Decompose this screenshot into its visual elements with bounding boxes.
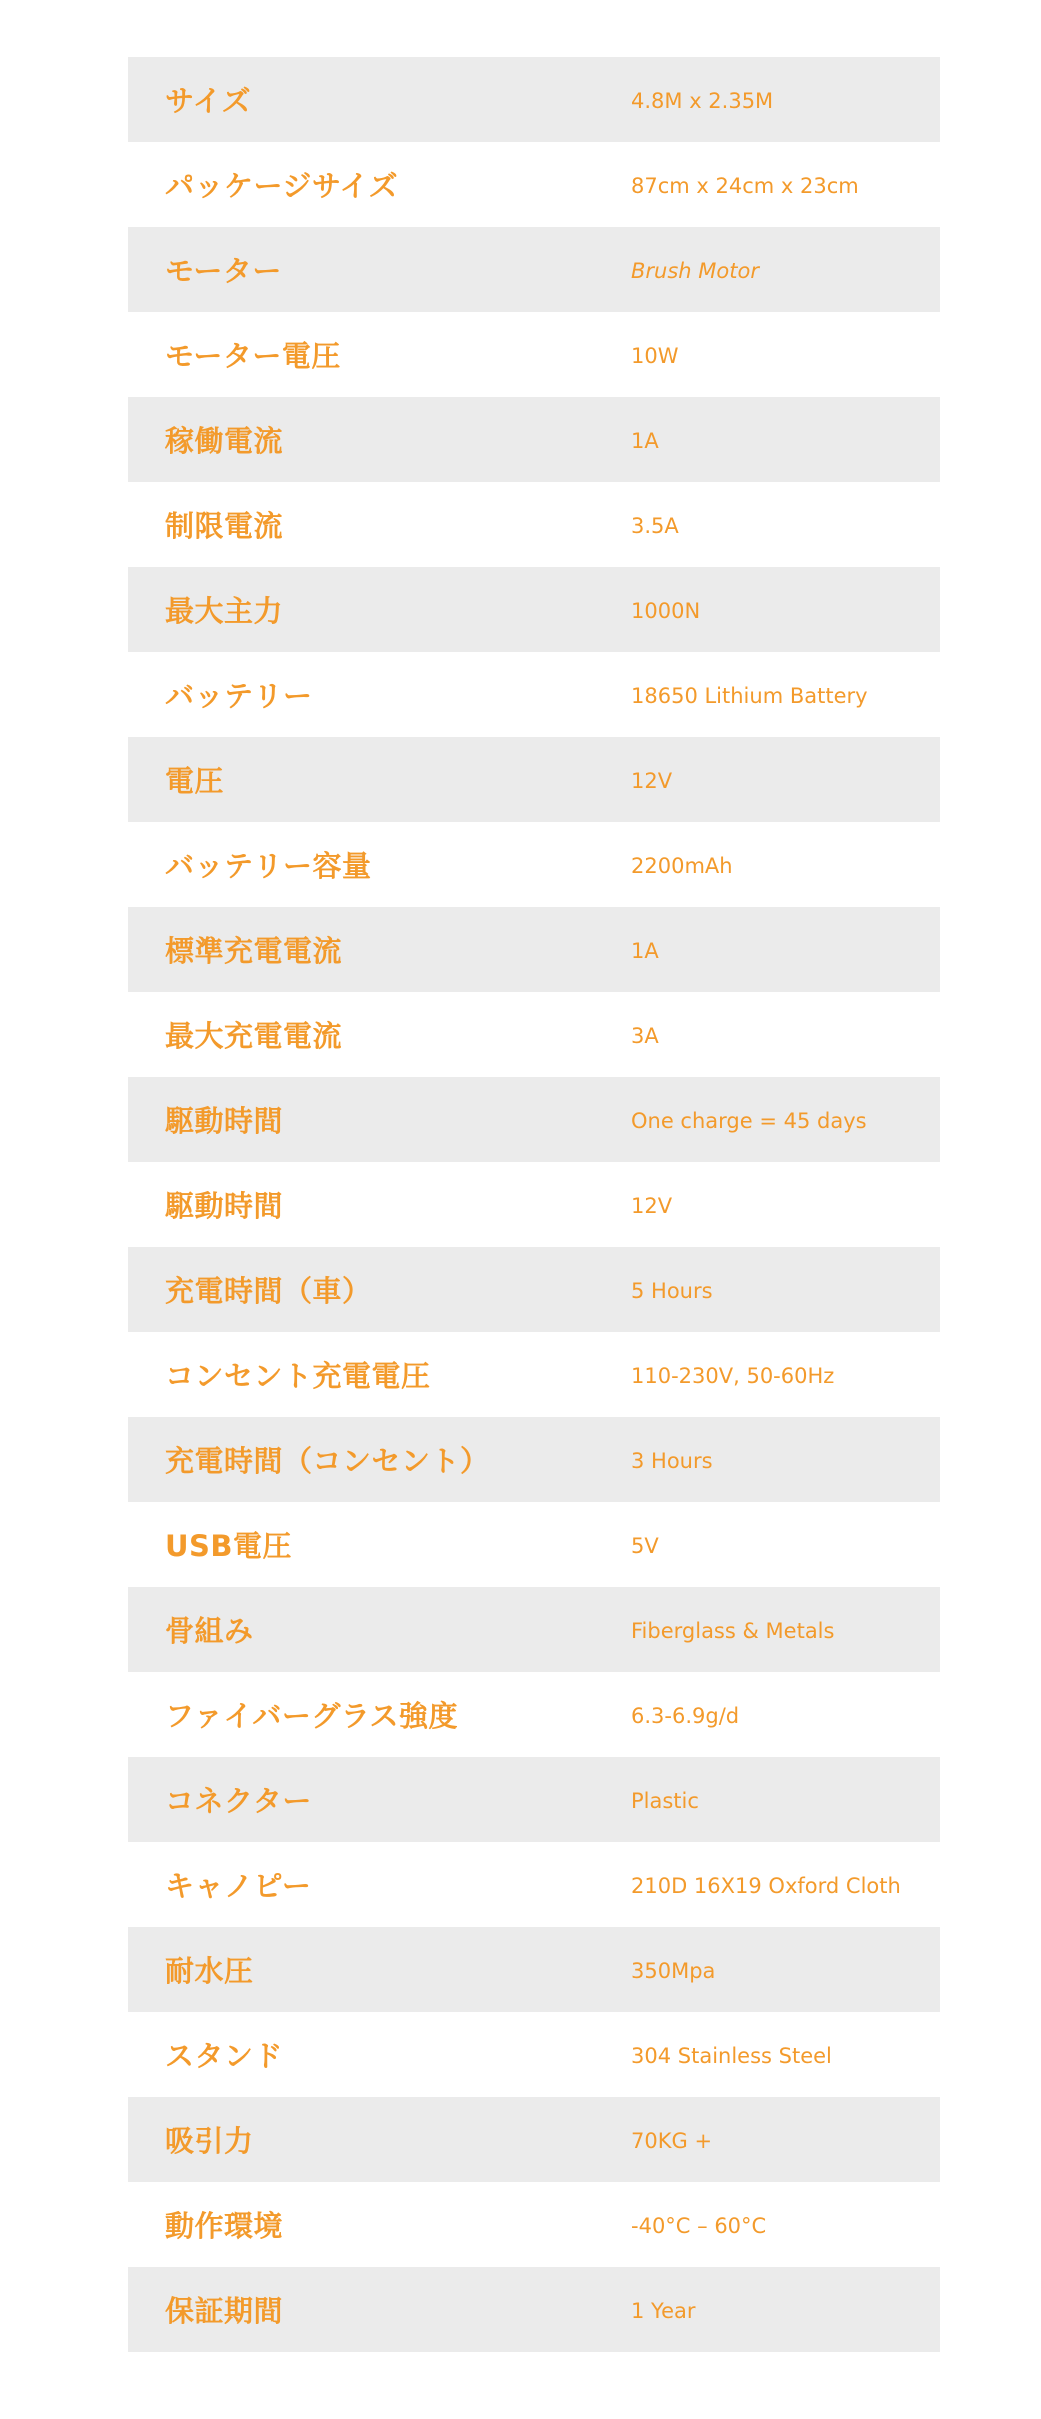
spec-label: モーター (165, 254, 282, 288)
spec-label: バッテリー容量 (165, 849, 372, 883)
spec-label: コネクター (165, 1784, 312, 1818)
spec-value: 10W (631, 344, 679, 368)
spec-label: USB電圧 (165, 1529, 293, 1563)
spec-label: スタンド (165, 2039, 284, 2073)
spec-row-charge-time-outlet (128, 1417, 940, 1502)
spec-label: 骨組み (165, 1614, 254, 1648)
spec-row-voltage (128, 737, 940, 822)
spec-table (128, 57, 940, 2352)
spec-row-motor (128, 227, 940, 312)
spec-label: 充電時間（車） (165, 1274, 372, 1308)
spec-value: 5V (631, 1534, 659, 1558)
spec-row-usb-voltage (128, 1502, 940, 1587)
spec-value: 3.5A (631, 514, 679, 538)
spec-label: 電圧 (165, 764, 225, 798)
spec-label: 保証期間 (165, 2294, 284, 2328)
spec-label: キャノピー (165, 1869, 312, 1903)
spec-label: 最大充電電流 (165, 1019, 343, 1053)
spec-value: 1A (631, 429, 659, 453)
spec-row-package-size (128, 142, 940, 227)
spec-row-warranty (128, 2267, 940, 2352)
spec-value: -40°C – 60°C (631, 2214, 767, 2238)
spec-row-drive-time (128, 1077, 940, 1162)
spec-row-operating-environment (128, 2182, 940, 2267)
spec-value: Brush Motor (631, 259, 759, 283)
spec-row-motor-voltage (128, 312, 940, 397)
spec-row-battery (128, 652, 940, 737)
spec-row-water-pressure (128, 1927, 940, 2012)
spec-row-battery-capacity (128, 822, 940, 907)
spec-label: バッテリー (165, 679, 313, 713)
spec-value: 4.8M x 2.35M (631, 89, 774, 113)
spec-label: パッケージサイズ (165, 169, 399, 203)
spec-label: 最大主力 (165, 594, 284, 628)
spec-value: 350Mpa (631, 1959, 716, 1983)
spec-label: 制限電流 (165, 509, 284, 543)
spec-label: 吸引力 (165, 2124, 254, 2158)
spec-value: 110-230V, 50-60Hz (631, 1364, 835, 1388)
spec-value: 210D 16X19 Oxford Cloth (631, 1874, 901, 1898)
spec-label: 動作環境 (165, 2209, 284, 2243)
spec-label: 充電時間（コンセント） (165, 1444, 490, 1478)
spec-row-frame (128, 1587, 940, 1672)
spec-row-drive-time-voltage (128, 1162, 940, 1247)
spec-label: 駆動時間 (165, 1104, 284, 1138)
spec-value: 304 Stainless Steel (631, 2044, 832, 2068)
spec-value: Plastic (631, 1789, 699, 1813)
spec-value: Fiberglass & Metals (631, 1619, 835, 1643)
spec-value: One charge = 45 days (631, 1109, 867, 1133)
spec-row-stand (128, 2012, 940, 2097)
spec-value: 87cm x 24cm x 23cm (631, 174, 859, 198)
spec-row-standard-charge-current (128, 907, 940, 992)
spec-value: 12V (631, 1194, 673, 1218)
spec-label: サイズ (165, 84, 252, 118)
spec-row-size (128, 57, 940, 142)
spec-row-canopy (128, 1842, 940, 1927)
spec-value: 3A (631, 1024, 659, 1048)
spec-label: モーター電圧 (165, 339, 341, 373)
spec-value: 6.3-6.9g/d (631, 1704, 740, 1728)
spec-row-outlet-charge-voltage (128, 1332, 940, 1417)
spec-row-max-charge-current (128, 992, 940, 1077)
spec-label: 標準充電電流 (165, 934, 343, 968)
spec-row-limit-current (128, 482, 940, 567)
spec-value: 2200mAh (631, 854, 733, 878)
spec-row-max-force (128, 567, 940, 652)
spec-label: 耐水圧 (165, 1954, 254, 1988)
spec-value: 5 Hours (631, 1279, 713, 1303)
spec-label: 駆動時間 (165, 1189, 284, 1223)
spec-value: 1000N (631, 599, 701, 623)
spec-value: 70KG + (631, 2129, 713, 2153)
spec-value: 1A (631, 939, 659, 963)
spec-row-suction (128, 2097, 940, 2182)
spec-row-charge-time-car (128, 1247, 940, 1332)
spec-label: ファイバーグラス強度 (165, 1699, 458, 1733)
spec-row-fiberglass-strength (128, 1672, 940, 1757)
spec-label: コンセント充電電圧 (165, 1359, 431, 1393)
spec-value: 3 Hours (631, 1449, 713, 1473)
spec-row-operating-current (128, 397, 940, 482)
spec-label: 稼働電流 (165, 424, 284, 458)
spec-value: 12V (631, 769, 673, 793)
spec-value: 18650 Lithium Battery (631, 684, 868, 708)
spec-value: 1 Year (631, 2299, 696, 2323)
spec-row-connector (128, 1757, 940, 1842)
